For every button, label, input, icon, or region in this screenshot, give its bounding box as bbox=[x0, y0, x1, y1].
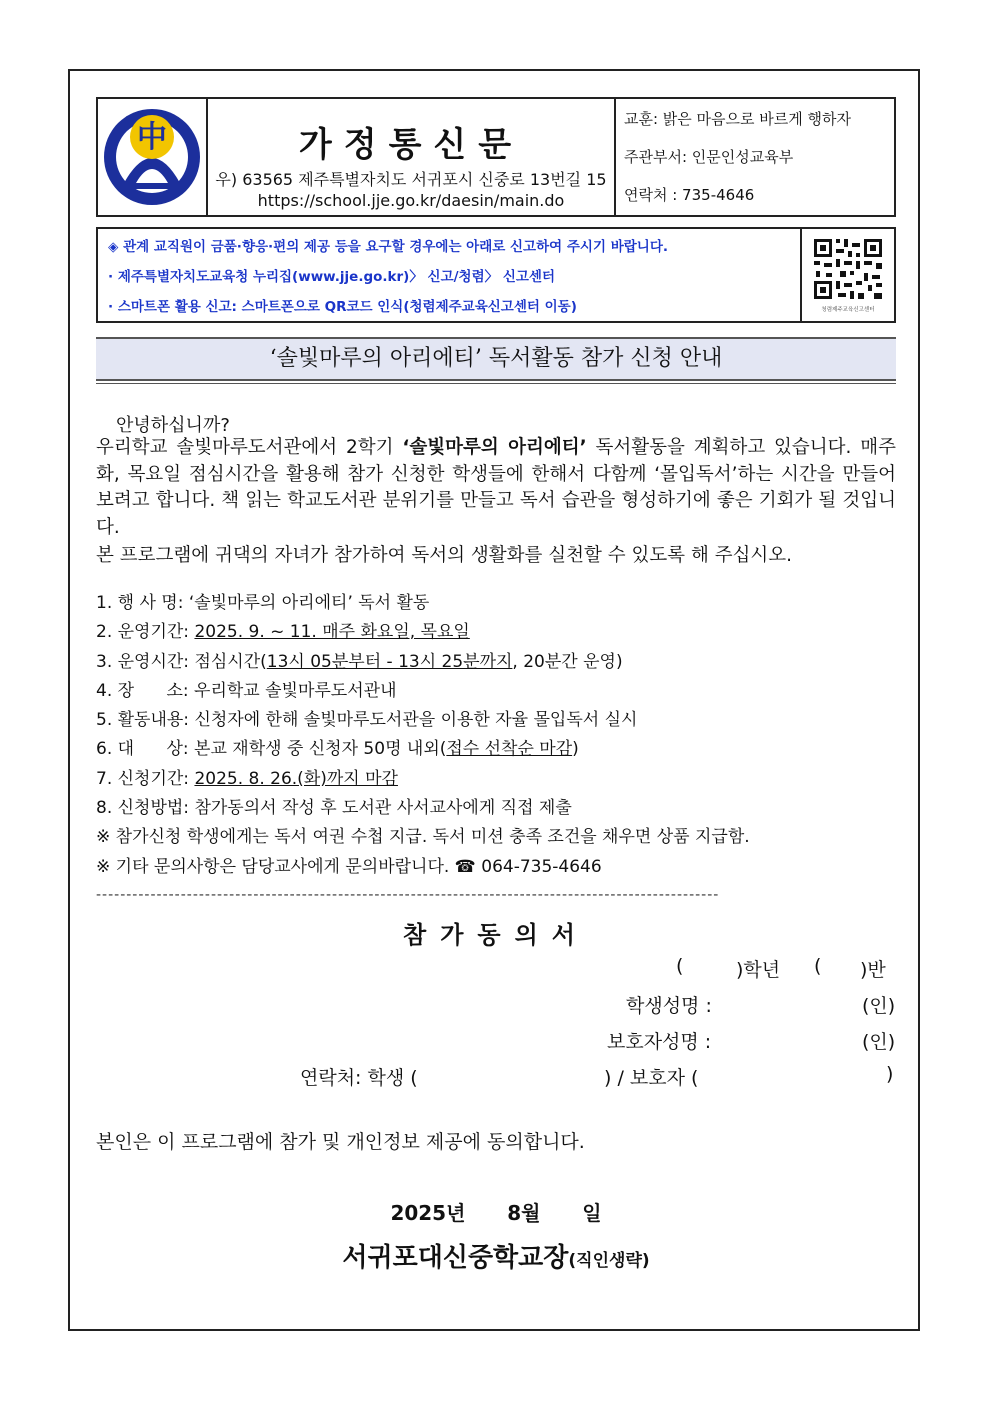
grade-field[interactable]: )학년 bbox=[736, 959, 781, 981]
student-seal[interactable]: (인) bbox=[862, 995, 896, 1017]
detail-apply-method: 8. 신청방법: 참가동의서 작성 후 도서관 사서교사에게 직접 제출 bbox=[96, 798, 572, 819]
report-notice-text bbox=[98, 229, 802, 321]
report-line-3: · 스마트폰 활용 신고: 스마트폰으로 QR코드 인식(청렴제주교육신고센터 이동) bbox=[108, 299, 577, 315]
report-line-1: ◈ 관계 교직원이 금품·향응·편의 제공 등을 요구할 경우에는 아래로 신고하여 주시기 바랍니다. bbox=[108, 239, 668, 255]
detail-time: 3. 운영시간: 점심시간(13시 05분부터 - 13시 25분까지, 20분간 운영) bbox=[96, 651, 623, 672]
school-address: 우) 63565 제주특별자치도 서귀포시 신중로 13번길 15 bbox=[215, 170, 607, 189]
class-open: ( bbox=[814, 955, 822, 977]
document-body bbox=[96, 97, 897, 1329]
detail-target: 6. 대 상: 본교 재학생 중 신청자 50명 내외(접수 선착순 마감) bbox=[96, 739, 579, 760]
detail-place: 4. 장 소: 우리학교 솔빛마루도서관내 bbox=[96, 680, 397, 701]
qr-code-icon bbox=[811, 236, 885, 314]
principal-signature bbox=[96, 1237, 896, 1274]
notice-subject: ‘솔빛마루의 아리에티’ 독서활동 참가 신청 안내 bbox=[96, 337, 896, 381]
document-title: 가정통신문 bbox=[298, 125, 524, 165]
contact-number: 연락처 : 735-4646 bbox=[624, 186, 755, 204]
header-title-cell bbox=[208, 99, 616, 215]
contact-student-label[interactable]: 연락처: 학생 ( bbox=[300, 1067, 418, 1089]
guardian-name-label: 보호자성명 : bbox=[607, 1031, 712, 1053]
guardian-seal[interactable]: (인) bbox=[862, 1031, 896, 1053]
intro-paragraph bbox=[96, 435, 896, 541]
report-notice-box bbox=[96, 227, 896, 323]
svg-text:中: 中 bbox=[137, 120, 167, 155]
note-inquiry: ※ 기타 문의사항은 담당교사에게 문의바랍니다. ☎ 064-735-4646 bbox=[96, 856, 602, 877]
header-info-cell bbox=[616, 99, 894, 215]
detail-event-name: 1. 행 사 명: ‘솔빛마루의 아리에티’ 독서 활동 bbox=[96, 593, 430, 613]
class-field[interactable]: )반 bbox=[860, 959, 886, 981]
contact-close: ) bbox=[886, 1063, 894, 1085]
student-name-label: 학생성명 : bbox=[626, 995, 712, 1017]
school-motto: 교훈: 밝은 마음으로 바르게 행하자 bbox=[624, 110, 851, 128]
principal-title: 서귀포대신중학교장 bbox=[342, 1243, 569, 1273]
program-name: ‘솔빛마루의 아리에티’ bbox=[402, 437, 587, 458]
detail-activity: 5. 활동내용: 신청자에 한해 솔빛마루도서관을 이용한 자율 몰입독서 실시 bbox=[96, 710, 638, 731]
grade-open: ( bbox=[676, 955, 684, 977]
consent-date: 2025년 8월 일 bbox=[390, 1201, 602, 1225]
program-details bbox=[96, 589, 750, 882]
greeting: 안녕하십니까? bbox=[116, 415, 230, 436]
school-url[interactable]: https://school.jje.go.kr/daesin/main.do bbox=[257, 191, 565, 210]
closing-sentence: 본 프로그램에 귀댁의 자녀가 참가하여 독서의 생활화를 실천할 수 있도록 해 주십시오. bbox=[96, 545, 793, 566]
seal-omitted-note: (직인생략) bbox=[568, 1251, 650, 1271]
department: 주관부서: 인문인성교육부 bbox=[624, 148, 794, 166]
school-logo bbox=[98, 99, 208, 215]
agreement-statement: 본인은 이 프로그램에 참가 및 개인정보 제공에 동의합니다. bbox=[96, 1131, 585, 1153]
detail-period: 2. 운영기간: 2025. 9. ~ 11. 매주 화요일, 목요일 bbox=[96, 622, 470, 643]
report-line-2: · 제주특별자치도교육청 누리집(www.jje.go.kr)〉 신고/청렴〉 신고센터 bbox=[108, 269, 555, 285]
contact-guardian-label[interactable]: ) / 보호자 ( bbox=[604, 1067, 699, 1089]
detail-apply-period: 7. 신청기간: 2025. 8. 26.(화)까지 마감 bbox=[96, 768, 398, 789]
letter-header bbox=[96, 97, 896, 217]
intro-text-start: 우리학교 솔빛마루도서관에서 2학기 bbox=[96, 437, 403, 458]
consent-form-title: 참가동의서 bbox=[403, 921, 589, 949]
school-emblem-icon bbox=[102, 103, 202, 211]
page-frame bbox=[68, 69, 920, 1331]
svg-text:청렴제주교육신고센터: 청렴제주교육신고센터 bbox=[821, 307, 875, 313]
qr-code[interactable] bbox=[802, 229, 894, 321]
note-reward: ※ 참가신청 학생에게는 독서 여권 수첩 지급. 독서 미션 충족 조건을 채우면 상품 지급함. bbox=[96, 827, 750, 848]
intro-text-rest: 독서활동을 계획하고 있습니다. 매주 화, 목요일 점심시간을 활용해 참가 신청한 학생들에 한해서 다함께 ‘몰입독서’하는 시간을 만들어 보려고 합니다. 책 읽는 학교도서관 분위기를 만들고 독서 습관을 형성하기에 좋은 기회가 될 것입니다. bbox=[96, 437, 897, 538]
cut-line-divider: ------------------------------------------------------------------------------------------------------- bbox=[96, 887, 720, 903]
